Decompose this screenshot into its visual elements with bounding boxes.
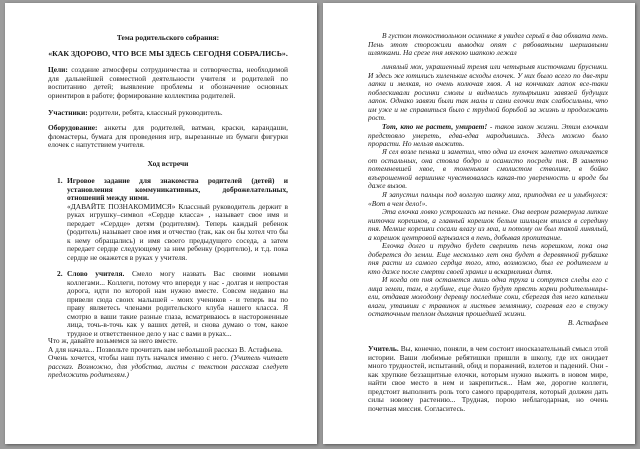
text-line [368, 251, 608, 260]
text-line [67, 296, 288, 305]
p8-block [368, 276, 608, 319]
text-line [368, 319, 608, 328]
text-line [67, 237, 288, 246]
text-line [368, 208, 608, 217]
text-segment: Очень хочется, чтобы наш путь начался именно с него. [48, 354, 231, 363]
text-line [368, 388, 608, 397]
text-segment: ели, отдавая молодому деревцу последние соки, сберегая для него капельки [368, 293, 608, 302]
text-segment: дорога, идти по которой нам нужно вместе. Совсем недавно вы [67, 287, 288, 296]
text-segment: руках игрушку–символ «Сердце класса» , называет свое имя и [67, 211, 288, 220]
text-line [368, 371, 608, 380]
text-segment: лапок. Однако завязи были так малы и сами елочки так слабосильны, что [368, 97, 608, 106]
text-segment: рост. [368, 114, 386, 123]
text-segment: шляпками. На срезе пня мягкою шапкою лежал [368, 49, 517, 58]
text-segment: передает сердце следующему за ним ребенку (родителю), и т.д. пока [67, 245, 288, 254]
title-line: Игровое задание для знакомства родителей (детей) и [67, 177, 288, 185]
text-line [67, 245, 288, 254]
text-segment: трудное и ответственное дело у нас с вами в руках... [67, 329, 232, 338]
signature-block [368, 319, 608, 328]
text-segment: привели сюда своих малышей - моих учеников - и теперь вы по [67, 295, 288, 304]
text-line [67, 321, 288, 330]
text-line [368, 174, 608, 183]
text-segment: фломастеры, бумага для проведения игр, вырезанные из бумаги фигурки [48, 132, 288, 141]
text-line [368, 242, 608, 251]
text-segment: И когда от пня останется лишь одна труха и сотрутся следы его с [382, 276, 608, 284]
heading-block [48, 50, 288, 59]
text-segment: В. Астафьев [567, 319, 608, 327]
equipment-block [48, 124, 288, 150]
text-line [67, 270, 288, 279]
p2-block [368, 63, 608, 123]
label: Цели: [48, 66, 68, 74]
list-number: 2. [57, 269, 63, 278]
label: Учитель. [368, 345, 399, 353]
document-page-left [5, 3, 317, 444]
text-segment: силы новому растению... Трудная, порою неблагодарная, но очень [368, 396, 608, 405]
label: Тот, кто не растет, умирает! [382, 123, 488, 131]
p6-block [368, 208, 608, 242]
text-line [48, 160, 288, 169]
text-line [48, 133, 288, 142]
item2-block [57, 269, 288, 338]
text-segment: Пень этот сторожили выводки опят с рябоватыми шершавыми [368, 40, 608, 49]
text-line [368, 49, 608, 58]
note-line: рассказ. Возможно, для удобства, листы с текстом рассказа следует [48, 362, 288, 371]
text-line [368, 72, 608, 81]
text-segment: доберется до земли. Еще несколько лет она будет в деревянной рубашке [368, 250, 608, 259]
text-segment: к нему обращались) и имя своего предыдущего соседа, а затем [67, 236, 288, 245]
text-line [368, 182, 608, 191]
text-segment: как хрупкие беззащитные елочки, которым нужно выжить в новом мире, [368, 370, 608, 379]
text-line [67, 203, 288, 212]
text-segment: даже вызов. [368, 182, 408, 191]
text-line [368, 379, 608, 388]
text-segment: истории. Ваши любимые ребятишки пришли в школу, где их ожидает [368, 353, 608, 362]
text-line [368, 114, 608, 123]
p4-block [368, 148, 608, 191]
text-line [48, 337, 288, 346]
text-segment: Смело могу назвать Вас своими новыми [124, 270, 288, 278]
p1-block [368, 32, 608, 58]
text-segment: предстояло умереть, едва-едва народившись. Здесь можно было [368, 131, 608, 140]
text-line [368, 41, 608, 50]
text-line [368, 396, 608, 405]
text-segment: Тема родительского собрания: [116, 34, 220, 42]
text-line [368, 191, 608, 200]
text-line [368, 268, 608, 277]
text-segment: Я запустил пальцы под волглую шапку мха, приподнял ее и улыбнулся: [382, 191, 608, 199]
text-line [48, 50, 288, 59]
text-line [368, 234, 608, 243]
text-line [368, 63, 608, 72]
text-segment: от остальных, она стояла бодро и осанисто посреди пня. В заметно [368, 156, 608, 165]
text-line [67, 254, 288, 263]
text-segment: праву являетесь членами родительского клуба нашего класса. Я [67, 304, 288, 313]
text-segment: линялый мох, украшенный тремя или четырьмя кисточками брусники. [382, 63, 608, 71]
text-line [368, 354, 608, 363]
text-segment: «КАК ЗДОРОВО, ЧТО ВСЕ МЫ ЗДЕСЬ СЕГОДНЯ СОБРАЛИСЬ». [48, 50, 288, 58]
p3-block [368, 123, 608, 149]
text-segment: «ДАВАЙТЕ ПОЗНАКОМИМСЯ» Классный руководитель держит в [67, 202, 288, 211]
text-line [48, 354, 288, 363]
text-segment: В густом тонкоствольном осиннике я увидел серый в два обхвата пень. [382, 32, 608, 40]
text-line [368, 106, 608, 115]
text-segment: поблескивали росинки смолы и виднелись пупырышки завязей будущих [368, 88, 608, 97]
text-line [67, 228, 288, 237]
text-line [48, 124, 288, 133]
goals-block [48, 66, 288, 100]
title-line: отношений между ними. [67, 194, 149, 203]
text-segment: найти свое место в нем и закрепиться... Нам же, дорогие коллеги, [368, 379, 608, 388]
text-segment: родители, ребята, классный руководитель. [87, 109, 223, 117]
text-line [48, 83, 288, 92]
text-segment: кто даже после смерти своей хранил и вскармливал дитя. [368, 267, 553, 276]
text-line [67, 287, 288, 296]
text-line [368, 345, 608, 354]
text-segment: лапки и мелкая, но очень колючая хвоя. А на кончиках лапок все-таки [368, 80, 608, 89]
closing-block [48, 337, 288, 380]
text-line [368, 123, 608, 132]
text-segment: И здесь же ютились хиленькие всходы елочек. У них было всего по две-три [368, 71, 608, 80]
document-page-right [323, 3, 635, 444]
text-segment: предстоит выполнить роль того самого прародителя, который должен дать [368, 387, 608, 396]
text-line [368, 225, 608, 234]
meeting-block [48, 160, 288, 169]
text-line [48, 66, 288, 75]
text-segment: Что ж, давайте возьмемся за него вместе. [48, 337, 178, 345]
text-line [368, 217, 608, 226]
text-segment: создание атмосферы сотрудничества и сотворчества, необходимой [67, 66, 288, 74]
text-line [48, 109, 288, 118]
text-segment: анкеты для родителей, ватман, краски, карандаши, [97, 124, 288, 132]
text-segment: пня. Мелкие корешки сосали влагу из мха, и потому он был такой линялый, [368, 225, 608, 234]
text-line [67, 220, 288, 229]
title-block [48, 34, 288, 43]
text-segment: для дальнейшей совместной деятельности учителя и родителей по [48, 74, 288, 83]
text-segment: им уже и не справиться было с трудной борьбой за жизнь и продолжать [368, 105, 608, 114]
text-segment: - таков закон жизни. Этим елочкам [487, 123, 608, 131]
text-segment: лица земли, там, в глубине, еще долго будут прясть корни родительницы- [368, 284, 608, 293]
text-segment: воспитанию детей; выявление проблемы и обозначение основных [48, 83, 288, 92]
p5-block [368, 191, 608, 208]
text-segment: Вы, конечно, поняли, в чем состоит иносказательный смысл этой [398, 345, 608, 353]
text-line [48, 75, 288, 84]
text-segment: пня расти из самого сердца того, кто, возможно, был ее родителем и [368, 259, 608, 268]
text-line [368, 293, 608, 302]
label: Оборудование: [48, 124, 98, 132]
text-line [368, 97, 608, 106]
label: Участники: [48, 109, 88, 117]
text-segment: а корешок центровой вгрызался в пень, добывая пропитание. [368, 233, 563, 242]
text-line [368, 80, 608, 89]
text-line [48, 346, 288, 355]
label: Слово учителя. [67, 270, 125, 278]
text-segment: лица, точь-в-точь как у ваших детей, и снова думаю о том, какое [67, 321, 288, 330]
text-segment: Я сел возле пенька и заметил, что одна из елочек заметно отличается [382, 148, 608, 156]
note-segment: (Учитель читает [230, 354, 288, 363]
text-segment: ориентиров в работе; формирование коллектива родителей. [48, 91, 236, 100]
text-line [48, 141, 288, 150]
text-line [368, 259, 608, 268]
text-segment: Ход встречи [147, 160, 189, 168]
text-line [67, 211, 288, 220]
note-line: предложить родителям.) [48, 371, 130, 380]
list-number: 1. [57, 176, 63, 185]
text-line [368, 362, 608, 371]
text-segment: передает «Сердце» детям (родителям). Теперь каждый ребенок [67, 219, 288, 228]
text-line [368, 285, 608, 294]
text-line [368, 132, 608, 141]
text-segment: сердце не окажется в руках у учителя. [67, 253, 188, 262]
p7-block [368, 242, 608, 276]
text-line [368, 405, 608, 414]
title-line: установления коммуникативных, доброжелательных, [67, 185, 288, 194]
text-segment: потемневшей хвое, в тоненьком смолистом стволике, в бойко [368, 165, 608, 174]
text-segment: остаточным теплом дыхания прошедшей жизни. [368, 310, 527, 319]
text-line [368, 165, 608, 174]
text-line [368, 32, 608, 41]
text-line [368, 148, 608, 157]
text-line [368, 310, 608, 319]
text-line [368, 302, 608, 311]
text-segment: Эта елочка ловко устроилась на пеньке. Она веером развернула липкие [382, 208, 608, 216]
text-segment: ниточки корешков, а главный корешок белым шильцем впился в середину [368, 216, 608, 225]
text-segment: много трудностей, испытаний, обид и поражений, взлетов и падений. Они - [368, 362, 608, 371]
item1-block [57, 176, 288, 262]
text-segment: А для начала... Позвольте прочитать вам небольшой рассказ В. Астафьева. [48, 345, 283, 354]
text-segment: влаги, утаивши с травинок и листьев землянику, согревая его в стужу [368, 301, 608, 310]
text-segment: Елочка долго и трудно будет сверлить пень корешком, пока она [382, 242, 608, 250]
text-line [48, 92, 288, 101]
text-segment: коллегами... Коллеги, потому что впереди у нас - долгая и непростая [67, 278, 288, 287]
text-line [368, 157, 608, 166]
text-segment: почетная миссия. Согласитесь. [368, 404, 466, 413]
text-line [368, 200, 608, 209]
text-segment: елочек с напутствием учителя. [48, 141, 145, 150]
text-line [368, 276, 608, 285]
text-segment: «Вот в чем дело!». [368, 199, 428, 208]
text-line [67, 313, 288, 322]
teacher-block [368, 345, 608, 413]
text-line [368, 89, 608, 98]
text-line [67, 304, 288, 313]
text-segment: прорасти. Но нельзя выжить. [368, 140, 465, 149]
text-line [48, 34, 288, 43]
text-segment: взъерошенной вершинке чувствовалась какая-то уверенность и вроде бы [368, 173, 608, 182]
text-line [67, 279, 288, 288]
text-segment: (родитель) называет свое имя и отчество (так, как он бы хотел что бы [67, 228, 288, 237]
participants-block [48, 109, 288, 118]
text-segment: смотрю в ваши такие разные глаза, всматриваюсь в настороженные [67, 312, 288, 321]
